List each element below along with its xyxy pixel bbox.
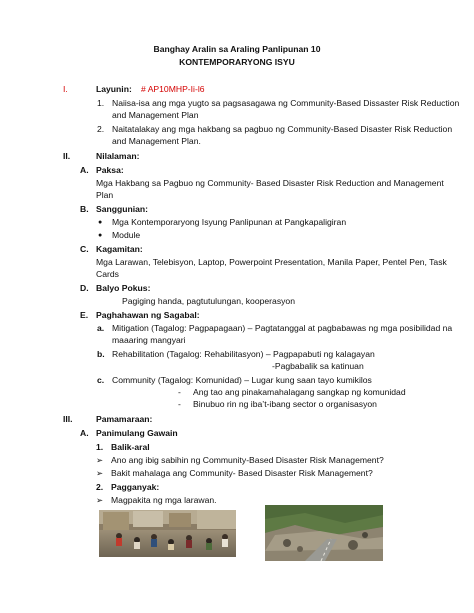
landslide-photo: [265, 505, 383, 561]
materials-line2: Cards: [96, 269, 119, 279]
step-1-number: 1.: [96, 442, 104, 452]
competency-code: # AP10MHP-Ii-l6: [141, 84, 205, 94]
subsection-a-label: Panimulang Gawain: [96, 428, 178, 438]
motivation-instruction: Magpakita ng mga larawan.: [111, 495, 217, 505]
subsection-a-letter: A.: [80, 165, 89, 175]
term-a-letter: a.: [97, 323, 105, 333]
topic-line1: Mga Hakbang sa Pagbuo ng Community- Based Disaster Risk Reduction and Management: [96, 178, 444, 188]
dash-marker: -: [178, 387, 181, 397]
step-2-label: Pagganyak:: [111, 482, 160, 492]
subsection-e-letter: E.: [80, 310, 89, 320]
section-3-number: III.: [63, 414, 73, 424]
term-mitigation-line2: maaaring mangyari: [112, 335, 186, 345]
objective-2-line1: Naitatalakay ang mga hakbang sa pagbuo ng Community-Based Disaster Risk Reduction: [112, 124, 453, 134]
subsection-c-label: Kagamitan:: [96, 244, 143, 254]
flood-photo: [99, 510, 236, 557]
reference-item-1: Mga Kontemporaryong Isyung Panlipunan at Pangkapaligiran: [112, 217, 347, 227]
values-focus-text: Pagiging handa, pagtutulungan, kooperasyon: [122, 296, 295, 306]
bullet-icon: ●: [98, 219, 103, 226]
objective-2-line2: and Management Plan.: [112, 136, 201, 146]
section-1-heading: Layunin:: [96, 84, 132, 94]
landslide-scene-image: [265, 505, 383, 561]
section-3-heading: Pamamaraan:: [96, 414, 153, 424]
subsection-b-label: Sanggunian:: [96, 204, 149, 214]
term-c-letter: c.: [97, 375, 105, 385]
objective-1-number: 1.: [97, 98, 105, 108]
term-mitigation-line1: Mitigation (Tagalog: Pagpapagaan) – Pagtatanggal at pagbabawas ng mga posibilidad na: [112, 323, 453, 333]
term-b-letter: b.: [97, 349, 105, 359]
term-community-line2: Ang tao ang pinakamahalagang sangkap ng komunidad: [193, 387, 406, 397]
objective-1-line2: and Management Plan: [112, 110, 199, 120]
topic-line2: Plan: [96, 190, 114, 200]
review-question-2: Bakit mahalaga ang Community- Based Disaster Risk Management?: [111, 468, 373, 478]
step-1-label: Balik-aral: [111, 442, 150, 452]
term-rehabilitation-line1: Rehabilitation (Tagalog: Rehabilitasyon) – Pagpapabuti ng kalagayan: [112, 349, 375, 359]
section-2-number: II.: [63, 151, 71, 161]
section-2-heading: Nilalaman:: [96, 151, 140, 161]
reference-item-2: Module: [112, 230, 141, 240]
subsection-c-letter: C.: [80, 244, 89, 254]
term-community-line1: Community (Tagalog: Komunidad) – Lugar kung saan tayo kumikilos: [112, 375, 372, 385]
subsection-d-label: Balyo Pokus:: [96, 283, 151, 293]
section-1-number: I.: [63, 84, 68, 94]
objective-2-number: 2.: [97, 124, 105, 134]
subsection-e-label: Paghahawan ng Sagabal:: [96, 310, 200, 320]
arrow-bullet-icon: ➢: [96, 455, 104, 465]
flood-scene-image: [99, 510, 236, 557]
bullet-icon: ●: [98, 232, 103, 239]
term-rehabilitation-line2: -Pagbabalik sa katinuan: [272, 361, 364, 371]
document-title: Banghay Aralin sa Araling Panlipunan 10: [153, 44, 321, 54]
arrow-bullet-icon: ➢: [96, 468, 104, 478]
objective-1-line1: Naiisa-isa ang mga yugto sa pagsasagawa ng Community-Based Dissaster Risk Reduction: [112, 98, 460, 108]
document-subtitle: KONTEMPORARYONG ISYU: [179, 57, 295, 67]
subsection-d-letter: D.: [80, 283, 89, 293]
subsection-a-label: Paksa:: [96, 165, 124, 175]
arrow-bullet-icon: ➢: [96, 495, 104, 505]
dash-marker: -: [178, 399, 181, 409]
step-2-number: 2.: [96, 482, 104, 492]
review-question-1: Ano ang ibig sabihin ng Community-Based Disaster Risk Management?: [111, 455, 384, 465]
materials-line1: Mga Larawan, Telebisyon, Laptop, Powerpoint Presentation, Manila Paper, Pentel Pen, Task: [96, 257, 447, 267]
subsection-b-letter: B.: [80, 204, 89, 214]
term-community-line3: Binubuo rin ng iba’t-ibang sector o organisasyon: [193, 399, 377, 409]
subsection-a-letter: A.: [80, 428, 89, 438]
